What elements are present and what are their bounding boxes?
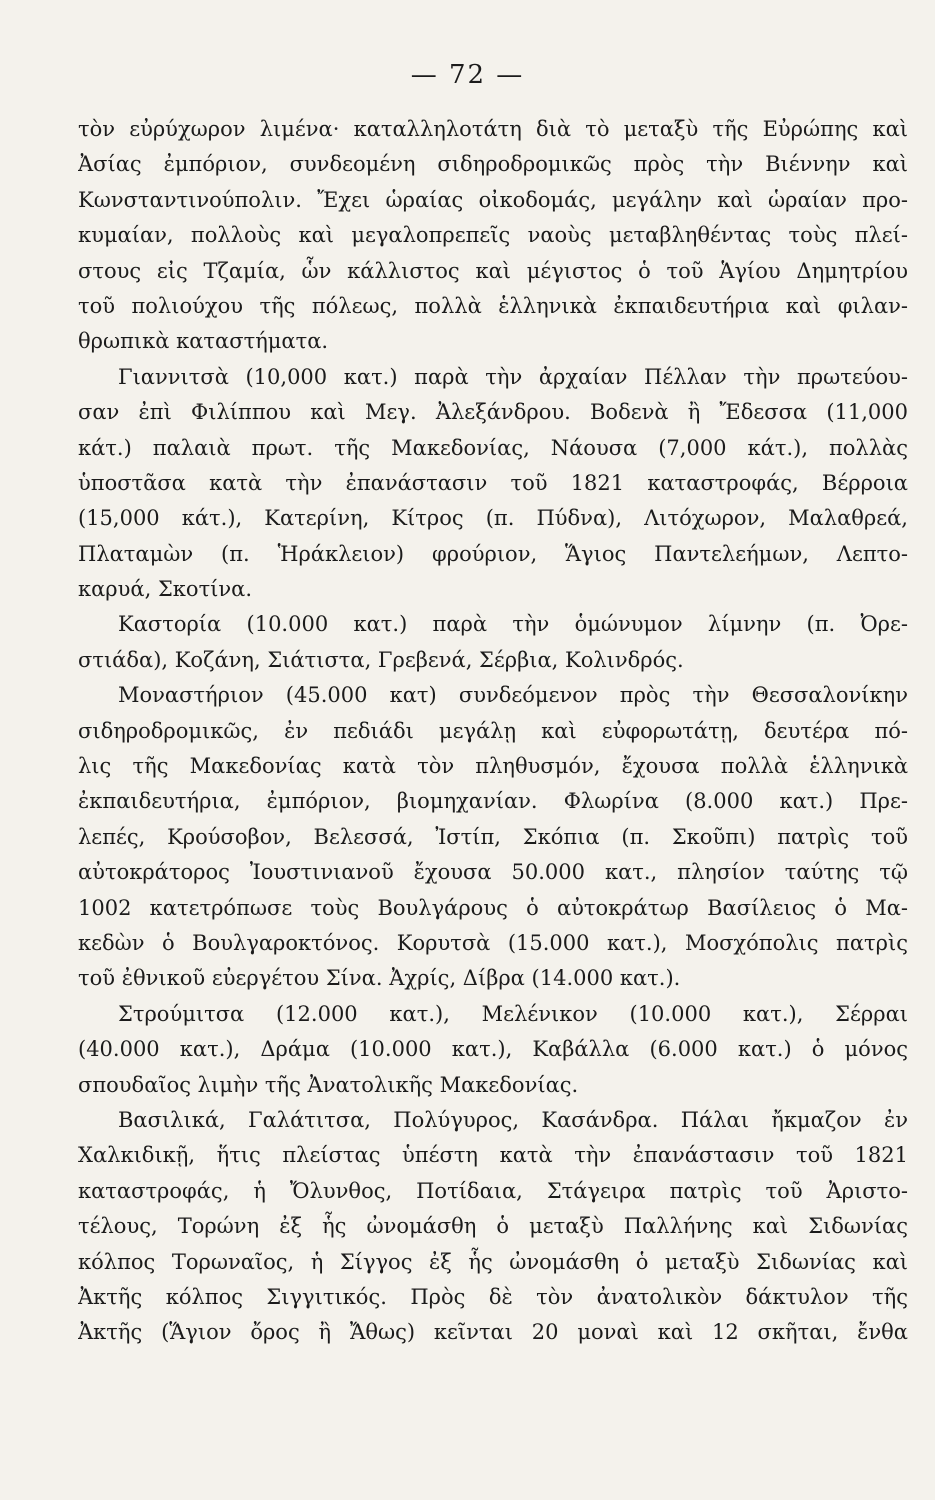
text-line: Χαλκιδικῇ, ἥτις πλείστας ὑπέστη κατὰ τὴν ἐπανάστασιν τοῦ 1821: [78, 1143, 908, 1168]
text-line: λεπές, Κρούσοβον, Βελεσσά, Ἰστίπ, Σκόπια (π. Σκοῦπι) πατρὶς τοῦ: [78, 824, 908, 849]
text-line: τοῦ ἐθνικοῦ εὐεργέτου Σίνα. Ἀχρίς, Δίβρα (14.000 κατ.).: [78, 966, 681, 991]
text-line: Γιαννιτσὰ (10,000 κατ.) παρὰ τὴν ἀρχαίαν Πέλλαν τὴν πρωτεύου-: [118, 364, 908, 389]
text-line: τὸν εὐρύχωρον λιμένα· καταλληλοτάτη διὰ τὸ μεταξὺ τῆς Εὐρώπης καὶ: [78, 117, 908, 141]
text-line: 1002 κατετρόπωσε τοὺς Βουλγάρους ὁ αὐτοκράτωρ Βασίλειος ὁ Μα-: [78, 895, 908, 920]
text-line: κυμαίαν, πολλοὺς καὶ μεγαλοπρεπεῖς ναοὺς μεταβληθέντας τοὺς πλεί-: [78, 223, 908, 248]
text-line: κεδὼν ὁ Βουλγαροκτόνος. Κορυτσὰ (15.000 κατ.), Μοσχόπολις πατρὶς: [78, 930, 908, 955]
text-line: Στρούμιτσα (12.000 κατ.), Μελένικον (10.000 κατ.), Σέρραι: [118, 1001, 908, 1026]
text-line: Βασιλικά, Γαλάτιτσα, Πολύγυρος, Κασάνδρα. Πάλαι ἤκμαζον ἐν: [118, 1107, 908, 1132]
text-line: (15,000 κάτ.), Κατερίνη, Κίτρος (π. Πύδνα), Λιτόχωρον, Μαλαθρεά,: [78, 506, 908, 531]
text-line: Καστορία (10.000 κατ.) παρὰ τὴν ὁμώνυμον λίμνην (π. Ὀρε-: [118, 612, 908, 637]
text-line: στους εἰς Τζαμία, ὧν κάλλιστος καὶ μέγιστος ὁ τοῦ Ἁγίου Δημητρίου: [78, 258, 908, 283]
text-line: Ἀκτῆς κόλπος Σιγγιτικός. Πρὸς δὲ τὸν ἀνατολικὸν δάκτυλον τῆς: [78, 1284, 908, 1309]
text-line: λις τῆς Μακεδονίας κατὰ τὸν πληθυσμόν, ἔχουσα πολλὰ ἑλληνικὰ: [78, 754, 908, 779]
text-line: Ἀσίας ἐμπόριον, συνδεομένη σιδηροδρομικῶς πρὸς τὴν Βιέννην καὶ: [78, 152, 908, 177]
text-line: τέλους, Τορώνη ἐξ ἧς ὠνομάσθη ὁ μεταξὺ Παλλήνης καὶ Σιδωνίας: [78, 1214, 908, 1239]
text-line: κόλπος Τορωναῖος, ἡ Σίγγος ἐξ ἧς ὠνομάσθη ὁ μεταξὺ Σιδωνίας καὶ: [78, 1249, 908, 1274]
text-line: καρυά, Σκοτίνα.: [78, 577, 253, 602]
text-line: ὑποστᾶσα κατὰ τὴν ἐπανάστασιν τοῦ 1821 καταστροφάς, Βέρροια: [78, 470, 908, 495]
text-line: κάτ.) παλαιὰ πρωτ. τῆς Μακεδονίας, Νάουσα (7,000 κάτ.), πολλὰς: [78, 435, 908, 460]
text-line: στιάδα), Κοζάνη, Σιάτιστα, Γρεβενά, Σέρβια, Κολινδρός.: [78, 647, 684, 672]
text-line: σαν ἐπὶ Φιλίππου καὶ Μεγ. Ἀλεξάνδρου. Βοδενὰ ἢ Ἔδεσσα (11,000: [78, 400, 908, 425]
body-text: [78, 112, 908, 1351]
text-line: Ἀκτῆς (Ἅγιον ὄρος ἢ Ἄθως) κεῖνται 20 μοναὶ καὶ 12 σκῆται, ἔνθα: [78, 1320, 908, 1345]
text-line: αὐτοκράτορος Ἰουστινιανοῦ ἔχουσα 50.000 κατ., πλησίον ταύτης τῷ: [78, 860, 908, 885]
text-line: Πλαταμὼν (π. Ἡράκλειον) φρούριον, Ἅγιος Παντελεήμων, Λεπτο-: [78, 541, 908, 566]
page-number: — 72 —: [410, 60, 525, 90]
text-line: Μοναστήριον (45.000 κατ) συνδεόμενον πρὸς τὴν Θεσσαλονίκην: [118, 683, 908, 708]
text-line: σπουδαῖος λιμὴν τῆς Ἀνατολικῆς Μακεδονίας.: [78, 1072, 579, 1097]
text-line: τοῦ πολιούχου τῆς πόλεως, πολλὰ ἑλληνικὰ ἐκπαιδευτήρια καὶ φιλαν-: [78, 293, 908, 318]
text-line: ἐκπαιδευτήρια, ἐμπόριον, βιομηχανίαν. Φλωρίνα (8.000 κατ.) Πρε-: [78, 789, 908, 814]
text-line: Κωνσταντινούπολιν. Ἔχει ὡραίας οἰκοδομάς, μεγάλην καὶ ὡραίαν προ-: [78, 187, 908, 212]
text-line: θρωπικὰ καταστήματα.: [78, 329, 329, 354]
text-line: σιδηροδρομικῶς, ἐν πεδιάδι μεγάλῃ καὶ εὐφορωτάτῃ, δευτέρα πό-: [78, 718, 908, 743]
text-line: (40.000 κατ.), Δράμα (10.000 κατ.), Καβάλλα (6.000 κατ.) ὁ μόνος: [78, 1037, 908, 1062]
text-line: καταστροφάς, ἡ Ὄλυνθος, Ποτίδαια, Στάγειρα πατρὶς τοῦ Ἀριστο-: [78, 1178, 908, 1203]
